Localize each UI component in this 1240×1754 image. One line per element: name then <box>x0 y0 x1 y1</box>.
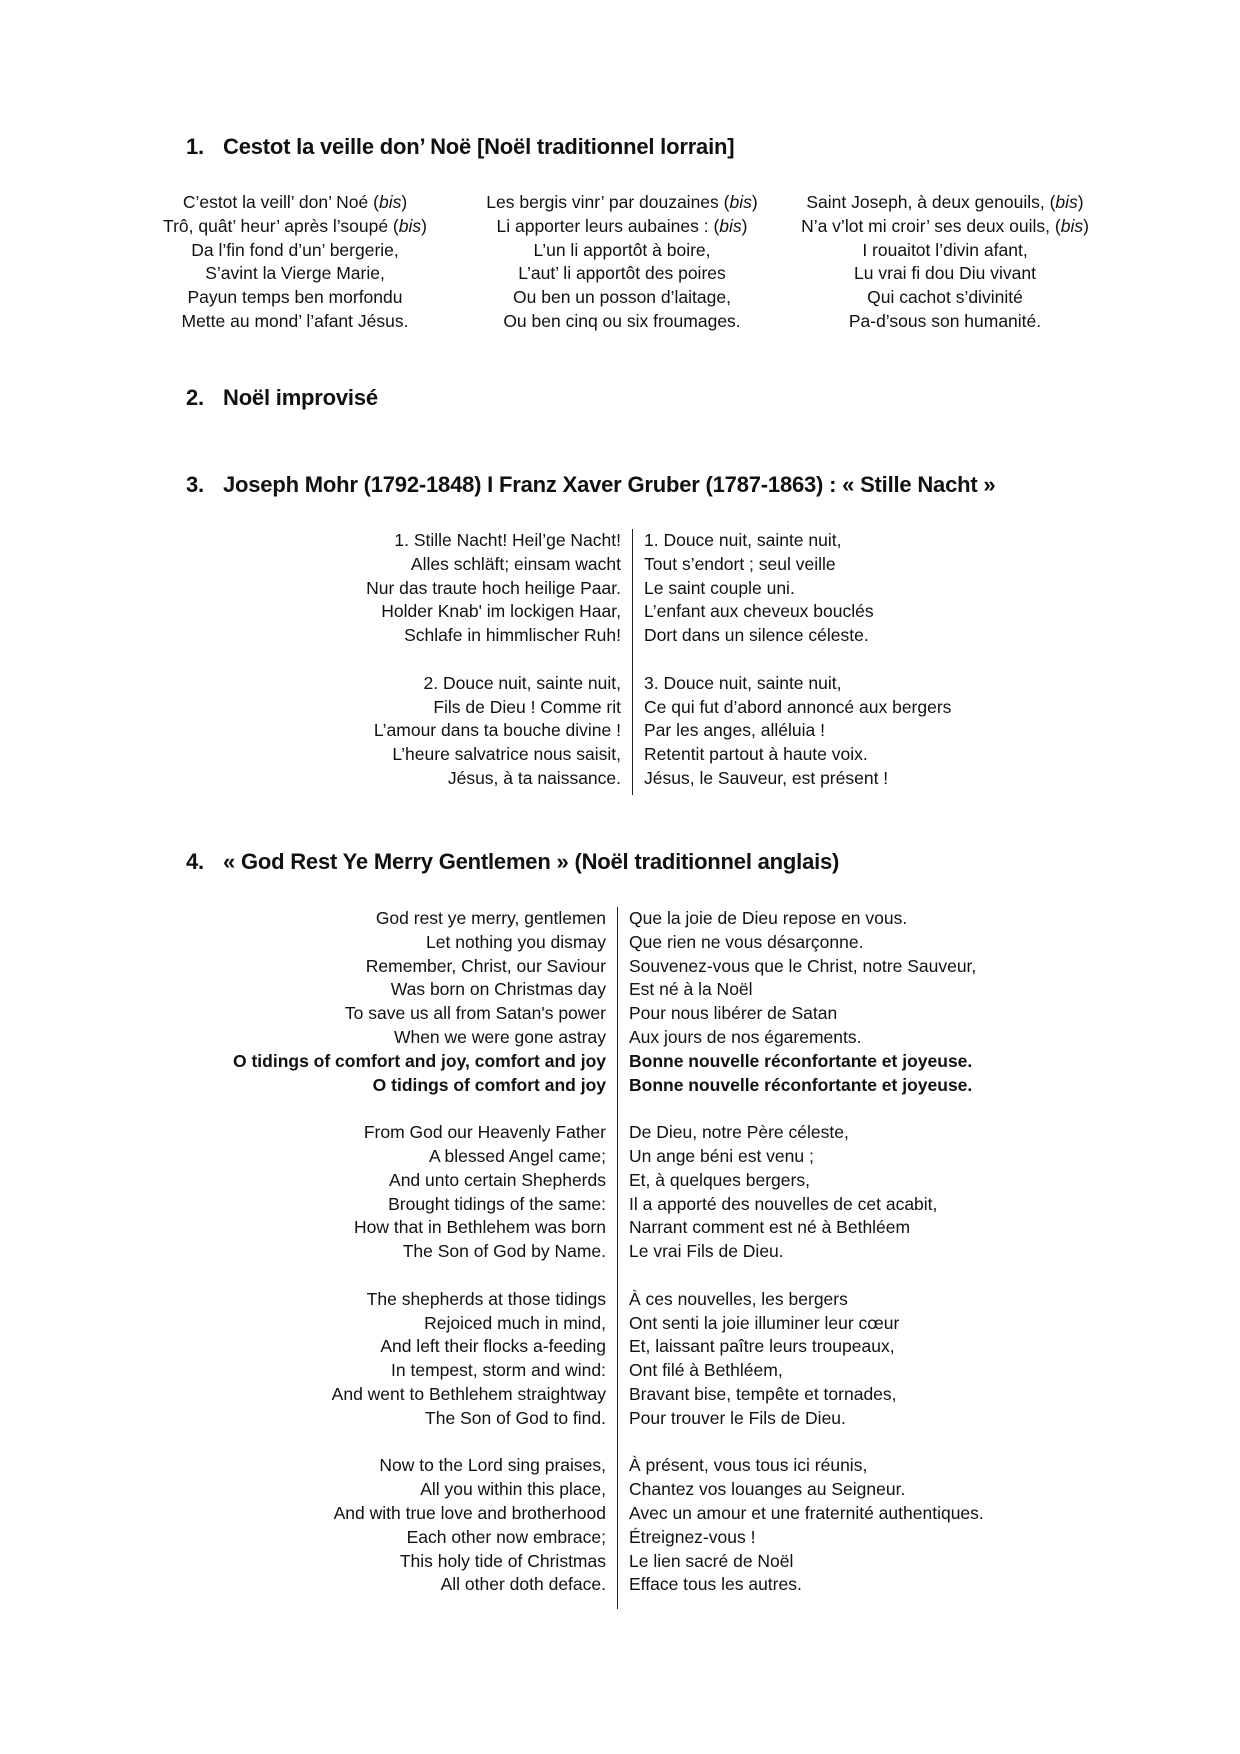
verse-line: This holy tide of Christmas <box>399 1550 606 1571</box>
verse-line: L’enfant aux cheveux bouclés <box>644 601 874 622</box>
verse-line: Alles schläft; einsam wacht <box>410 553 621 574</box>
verse-line: The Son of God by Name. <box>402 1241 606 1262</box>
verse-line: Tout s’endort ; seul veille <box>644 553 836 574</box>
god-rest-left-column <box>156 907 606 1597</box>
section-number: 3. <box>186 472 204 497</box>
verse-line <box>462 262 782 286</box>
verse-line: À ces nouvelles, les bergers <box>629 1288 848 1309</box>
verse-line: Jésus, le Sauveur, est présent ! <box>644 767 889 788</box>
verse-text: L’aut’ li apportôt des poires <box>518 263 726 284</box>
verse-line <box>462 310 782 334</box>
verse-text: Da l’fin fond d’un’ bergerie, <box>191 239 399 260</box>
verse-line <box>135 215 455 239</box>
verse-text: Ou ben cinq ou six froumages. <box>503 310 741 331</box>
verse-line <box>462 191 782 215</box>
verse-line: And with true love and brotherhood <box>333 1502 606 1523</box>
verse-text: Pa-d’sous son humanité. <box>848 310 1042 331</box>
verse-line: Avec un amour et une fraternité authentiques. <box>629 1502 984 1523</box>
stille-nacht-right-column <box>644 529 1044 791</box>
verse-line: 2. Douce nuit, sainte nuit, <box>423 672 621 693</box>
verse-line: Dort dans un silence céleste. <box>644 625 869 646</box>
verse-line: And left their flocks a-feeding <box>380 1336 606 1357</box>
section-title: « God Rest Ye Merry Gentlemen » (Noël traditionnel anglais) <box>223 849 840 874</box>
verse-line: Brought tidings of the same: <box>388 1193 606 1214</box>
verse-line: Rejoiced much in mind, <box>424 1312 606 1333</box>
verse-line: Le saint couple uni. <box>644 577 795 598</box>
verse-text-end: ) <box>421 215 427 236</box>
verse-text-end: ) <box>1077 192 1084 212</box>
verse-line <box>135 286 455 310</box>
section-number: 1. <box>186 134 204 159</box>
verse-line: Un ange béni est venu ; <box>629 1145 814 1166</box>
verse-line: 1. Douce nuit, sainte nuit, <box>644 530 842 550</box>
section-number: 2. <box>186 385 204 410</box>
verse-line: Ont filé à Bethléem, <box>629 1360 783 1381</box>
verse-line: 1. Stille Nacht! Heil’ge Nacht! <box>394 530 621 550</box>
verse-line <box>462 286 782 310</box>
verse-line: Pour trouver le Fils de Dieu. <box>629 1407 846 1428</box>
verse-text: Mette au mond’ l’afant Jésus. <box>181 310 409 331</box>
stanza-spacer <box>629 1431 1049 1455</box>
verse-line: And unto certain Shepherds <box>389 1169 606 1190</box>
verse-line: Let nothing you dismay <box>426 931 606 952</box>
verse-line <box>462 239 782 263</box>
verse-text: Payun temps ben morfondu <box>187 287 403 308</box>
verse-line: Souvenez-vous que le Christ, notre Sauveur, <box>629 955 977 976</box>
god-rest-right-column <box>629 907 1049 1597</box>
verse-bis: bis <box>719 215 742 236</box>
verse-line: All you within this place, <box>420 1479 606 1500</box>
verse-text: S’avint la Vierge Marie, <box>205 263 385 284</box>
verse-bis: bis <box>729 192 752 212</box>
verse-line: Each other now embrace; <box>406 1526 606 1547</box>
column-divider <box>617 907 618 1609</box>
verse-line <box>135 262 455 286</box>
verse-line: Holder Knab' im lockigen Haar, <box>381 601 621 622</box>
verse-line: O tidings of comfort and joy, comfort and joy <box>232 1050 606 1071</box>
section-title: Joseph Mohr (1792-1848) I Franz Xaver Gruber (1787-1863) : « Stille Nacht » <box>223 472 996 497</box>
verse-line <box>135 191 455 215</box>
verse-line: Par les anges, alléluia ! <box>644 720 825 741</box>
verse-line: Was born on Christmas day <box>390 979 606 1000</box>
verse-line: Que la joie de Dieu repose en vous. <box>629 908 908 928</box>
stanza-spacer <box>221 648 621 672</box>
verse-line: From God our Heavenly Father <box>363 1122 606 1143</box>
verse-text: Les bergis vinr’ par douzaines ( <box>486 192 730 212</box>
verse-line: Narrant comment est né à Bethléem <box>629 1217 911 1238</box>
verse-line: In tempest, storm and wind: <box>391 1360 606 1381</box>
verse-text: Qui cachot s’divinité <box>867 287 1023 308</box>
verse-line: Est né à la Noël <box>629 979 753 1000</box>
stanza-spacer <box>644 648 1044 672</box>
verse-line <box>775 262 1115 286</box>
verse-line: All other doth deface. <box>440 1574 606 1595</box>
stanza-spacer <box>156 1264 606 1288</box>
verse-text: I rouaitot l’divin afant, <box>862 239 1028 260</box>
verse-line <box>135 310 455 334</box>
stanza-spacer <box>629 1264 1049 1288</box>
verse-line: Le vrai Fils de Dieu. <box>629 1241 784 1262</box>
verse-line <box>462 215 782 239</box>
verse-text: N’a v’lot mi croir’ ses deux ouils, ( <box>801 215 1061 236</box>
verse-line: Bonne nouvelle réconfortante et joyeuse. <box>629 1050 973 1071</box>
verse-line: When we were gone astray <box>393 1026 606 1047</box>
verse-line: De Dieu, notre Père céleste, <box>629 1122 849 1143</box>
verse-line: Bonne nouvelle réconfortante et joyeuse. <box>629 1074 973 1095</box>
verse-text: Saint Joseph, à deux genouils, ( <box>806 192 1056 212</box>
verse-line <box>775 310 1115 334</box>
verse-line <box>775 215 1115 239</box>
verse-line: Ont senti la joie illuminer leur cœur <box>629 1312 900 1333</box>
verse-text: L’un li apportôt à boire, <box>533 239 711 260</box>
verse-line <box>135 239 455 263</box>
verse-bis: bis <box>1055 192 1078 212</box>
stille-nacht-left-column <box>221 529 621 791</box>
verse-line: Il a apporté des nouvelles de cet acabit, <box>629 1193 938 1214</box>
section-title: Noël improvisé <box>223 385 378 410</box>
section-heading-2 <box>186 385 378 411</box>
verse-line: Bravant bise, tempête et tornades, <box>629 1383 897 1404</box>
verse-line <box>775 191 1115 215</box>
verse-line: How that in Bethlehem was born <box>354 1217 606 1238</box>
section-heading-3 <box>186 472 995 498</box>
section-heading-4 <box>186 849 839 875</box>
verse-line: God rest ye merry, gentlemen <box>375 908 606 928</box>
verse-line: Efface tous les autres. <box>629 1574 802 1595</box>
verse-line: Aux jours de nos égarements. <box>629 1026 862 1047</box>
verse-line <box>775 286 1115 310</box>
stanza-column-1 <box>135 191 455 334</box>
verse-line: Jésus, à ta naissance. <box>447 767 621 788</box>
verse-text: Lu vrai fi dou Diu vivant <box>854 263 1036 284</box>
verse-line: À présent, vous tous ici réunis, <box>629 1455 868 1476</box>
verse-line: Étreignez-vous ! <box>629 1526 756 1547</box>
verse-line: And went to Bethlehem straightway <box>331 1383 606 1404</box>
verse-line: Nur das traute hoch heilige Paar. <box>366 577 621 598</box>
section-heading-1 <box>186 134 734 160</box>
verse-line: Et, laissant paître leurs troupeaux, <box>629 1336 895 1357</box>
column-divider <box>632 529 633 795</box>
verse-line: Chantez vos louanges au Seigneur. <box>629 1479 906 1500</box>
verse-bis: bis <box>378 192 402 212</box>
verse-text: Ou ben un posson d’laitage, <box>513 287 731 308</box>
stanza-column-2 <box>462 191 782 334</box>
verse-text-end: ) <box>401 192 408 212</box>
verse-text: Trô, quât’ heur’ après l’soupé ( <box>163 215 399 236</box>
verse-line: Retentit partout à haute voix. <box>644 744 868 765</box>
verse-line: A blessed Angel came; <box>428 1145 606 1166</box>
section-title: Cestot la veille don’ Noë [Noël traditionnel lorrain] <box>223 134 735 159</box>
verse-line: Schlafe in himmlischer Ruh! <box>404 625 621 646</box>
verse-line <box>775 239 1115 263</box>
verse-line: Remember, Christ, our Saviour <box>365 955 606 976</box>
stanza-spacer <box>156 1431 606 1455</box>
verse-line: Que rien ne vous désarçonne. <box>629 931 864 952</box>
verse-line: L’amour dans ta bouche divine ! <box>373 720 621 741</box>
verse-bis: bis <box>1060 215 1084 236</box>
verse-line: 3. Douce nuit, sainte nuit, <box>644 672 842 693</box>
verse-bis: bis <box>398 215 422 236</box>
verse-line: Pour nous libérer de Satan <box>629 1003 838 1024</box>
verse-line: Le lien sacré de Noël <box>629 1550 794 1571</box>
verse-line: Fils de Dieu ! Comme rit <box>433 696 621 717</box>
verse-line: To save us all from Satan's power <box>344 1003 606 1024</box>
verse-line: The Son of God to find. <box>425 1407 606 1428</box>
verse-text-end: ) <box>1083 215 1089 236</box>
verse-line: Now to the Lord sing praises, <box>379 1455 606 1476</box>
stanza-spacer <box>629 1097 1049 1121</box>
verse-line: The shepherds at those tidings <box>366 1288 606 1309</box>
verse-text: Li apporter leurs aubaines : ( <box>496 215 720 236</box>
verse-text-end: ) <box>741 215 748 236</box>
verse-line: O tidings of comfort and joy <box>372 1074 606 1095</box>
verse-text: C’estot la veill’ don’ Noé ( <box>182 192 379 212</box>
section-number: 4. <box>186 849 204 874</box>
verse-line: L’heure salvatrice nous saisit, <box>392 744 621 765</box>
stanza-column-3 <box>775 191 1115 334</box>
stanza-spacer <box>156 1097 606 1121</box>
verse-line: Ce qui fut d’abord annoncé aux bergers <box>644 696 952 717</box>
verse-text-end: ) <box>751 192 758 212</box>
verse-line: Et, à quelques bergers, <box>629 1169 810 1190</box>
